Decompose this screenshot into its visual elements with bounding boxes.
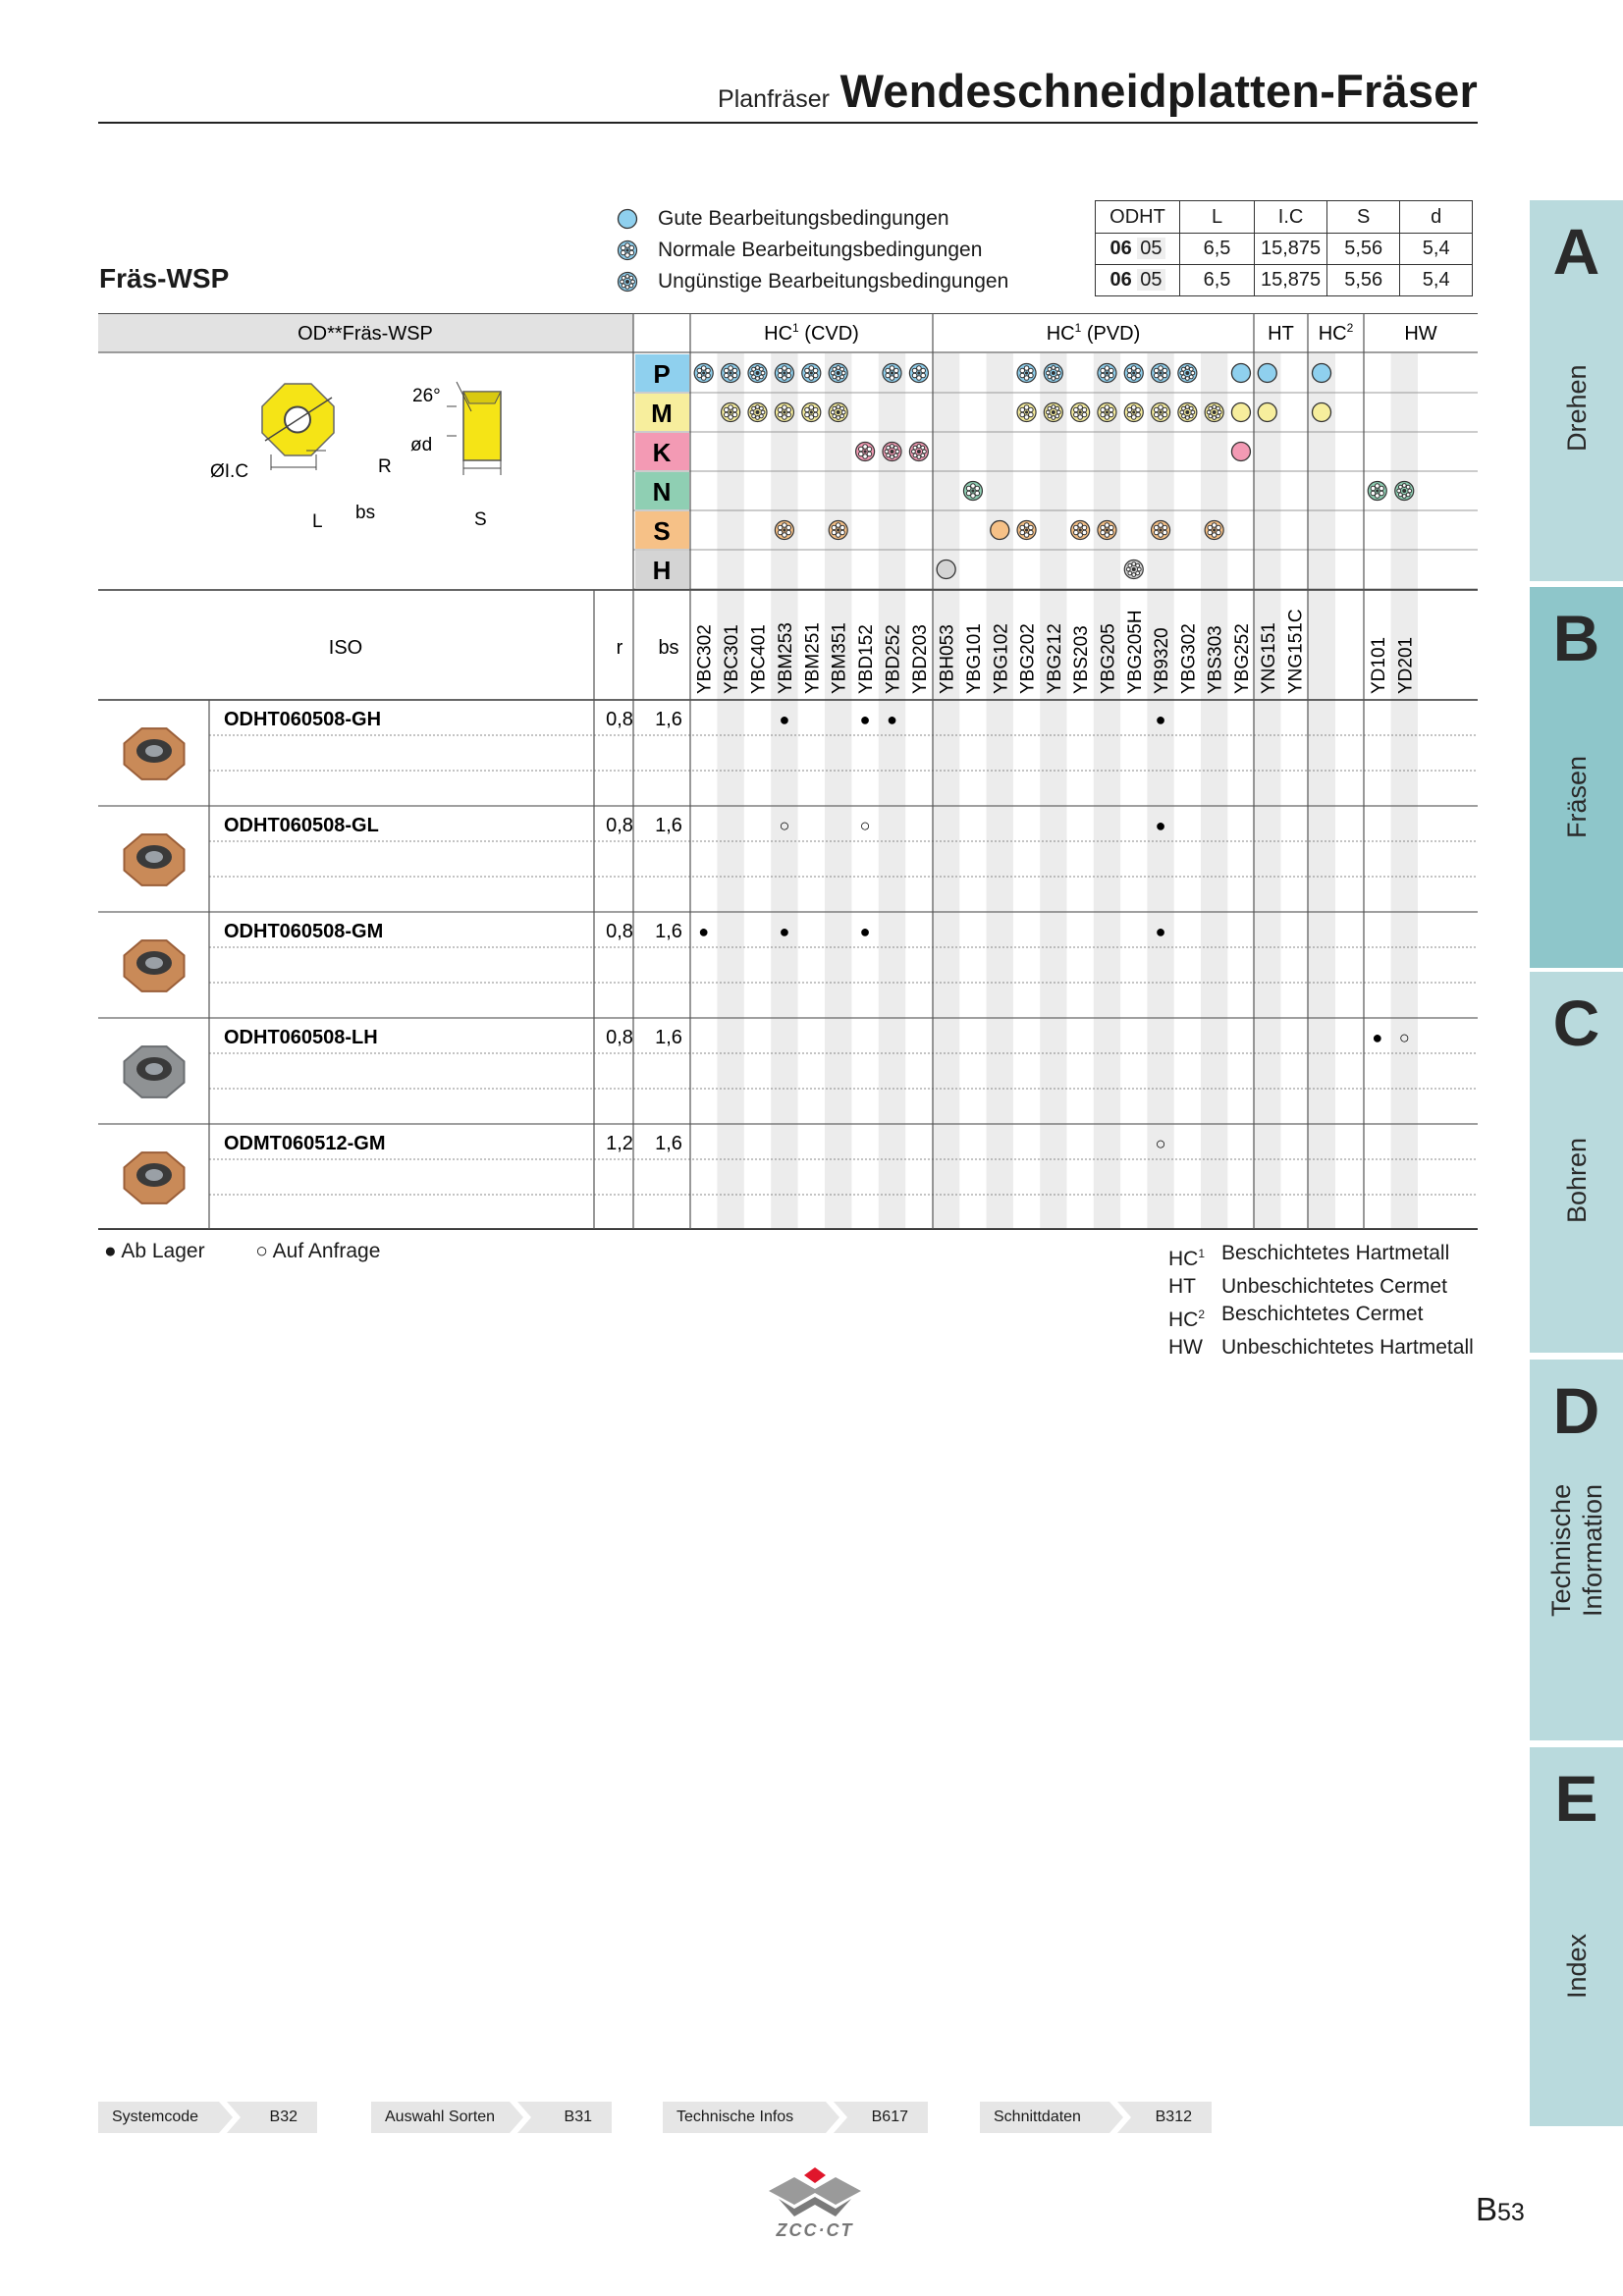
grade-label: YNG151C bbox=[1285, 609, 1307, 694]
dims-row bbox=[1096, 265, 1473, 296]
suitability-bad-icon bbox=[1395, 482, 1414, 501]
dims-cell: 5,4 bbox=[1400, 265, 1473, 296]
grade-selection-table bbox=[98, 313, 1478, 1230]
iso-code: ODHT060508-GL bbox=[224, 815, 379, 836]
grade-label: YD201 bbox=[1395, 636, 1417, 694]
suitability-bad-icon bbox=[883, 443, 901, 461]
crossref-page: B31 bbox=[564, 2109, 592, 2125]
availability-mark: ○ bbox=[1155, 1134, 1166, 1153]
tab-letter: A bbox=[1552, 215, 1600, 288]
brand-text: ZCC·CT bbox=[776, 2220, 854, 2240]
iso-code: ODMT060512-GM bbox=[224, 1133, 386, 1154]
bs-value: 1,6 bbox=[655, 709, 682, 730]
dims-row bbox=[1096, 234, 1473, 265]
crossref-page: B32 bbox=[269, 2109, 298, 2125]
group-header: $HC^2$ bbox=[1318, 321, 1354, 345]
grade-label: YB9320 bbox=[1152, 627, 1173, 694]
grade-label: YBC301 bbox=[722, 624, 743, 694]
insert-photo-center bbox=[145, 851, 163, 863]
suitability-normal-icon bbox=[856, 443, 875, 461]
suitability-bad-icon bbox=[1124, 561, 1143, 579]
material-label-m: M bbox=[651, 399, 673, 428]
iso-header: ISO bbox=[328, 637, 363, 659]
material-code: HW bbox=[1168, 1336, 1203, 1359]
grade-label: YBG102 bbox=[991, 623, 1012, 694]
grade-label: YBM251 bbox=[802, 622, 824, 694]
iso-code: ODHT060508-GH bbox=[224, 709, 382, 730]
bs-header: bs bbox=[658, 637, 679, 659]
availability-mark: ● bbox=[1155, 710, 1166, 729]
l-label: L bbox=[312, 511, 323, 532]
tab-letter: E bbox=[1554, 1762, 1598, 1835]
dims-size: 06 05 bbox=[1096, 265, 1180, 296]
dims-cell: 15,875 bbox=[1255, 234, 1327, 265]
grade-label: YBG212 bbox=[1044, 623, 1065, 694]
material-label-h: H bbox=[652, 556, 672, 585]
grade-label: YBD203 bbox=[909, 624, 931, 694]
dims-header: d bbox=[1400, 201, 1473, 234]
dims-header: ODHT bbox=[1096, 201, 1180, 234]
grade-label: YBC401 bbox=[748, 624, 770, 694]
crossref-page: B617 bbox=[871, 2109, 908, 2125]
flower-normal-icon bbox=[617, 240, 638, 261]
suitability-normal-icon bbox=[694, 364, 713, 383]
insert-side-edge bbox=[463, 392, 501, 403]
condition-legend bbox=[617, 203, 1008, 297]
suitability-normal-icon bbox=[1098, 403, 1116, 422]
dims-cell: 6,5 bbox=[1180, 265, 1255, 296]
crossref-schnittdaten[interactable] bbox=[980, 2102, 1212, 2133]
suitability-normal-icon bbox=[722, 403, 740, 422]
grade-label: YBG202 bbox=[1017, 623, 1039, 694]
page-num: 53 bbox=[1497, 2199, 1525, 2226]
crossref-technische-infos[interactable] bbox=[663, 2102, 928, 2133]
suitability-normal-icon bbox=[1017, 364, 1036, 383]
r-header: r bbox=[616, 637, 623, 659]
bs-value: 1,6 bbox=[655, 815, 682, 836]
suitability-normal-icon bbox=[775, 364, 793, 383]
grade-label: YBS303 bbox=[1205, 625, 1226, 694]
bs-label: bs bbox=[355, 503, 376, 523]
availability-mark: ● bbox=[1155, 816, 1166, 835]
angle-label: 26° bbox=[412, 386, 441, 406]
suitability-good-icon bbox=[1231, 364, 1250, 383]
legend-item-normal bbox=[617, 235, 1008, 266]
availability-mark: ● bbox=[859, 922, 871, 941]
suitability-normal-icon bbox=[963, 482, 982, 501]
header-subtitle: Planfräser bbox=[718, 85, 830, 113]
grade-label: YBG101 bbox=[963, 623, 985, 694]
availability-mark: ● bbox=[1372, 1028, 1383, 1047]
material-legend-item bbox=[1168, 1273, 1474, 1301]
stock-request-label: ○ Auf Anfrage bbox=[255, 1240, 381, 1262]
availability-mark: ○ bbox=[859, 816, 871, 835]
availability-mark: ● bbox=[887, 710, 897, 729]
suitability-good-icon bbox=[1231, 443, 1250, 461]
suitability-normal-icon bbox=[1152, 521, 1170, 540]
grade-label: YBD252 bbox=[883, 624, 904, 694]
r-label: R bbox=[378, 456, 392, 477]
tab-technische-information[interactable]: D Technische Information bbox=[1530, 1360, 1623, 1740]
suitability-good-icon bbox=[991, 521, 1009, 540]
suitability-normal-icon bbox=[1017, 403, 1036, 422]
suitability-bad-icon bbox=[829, 403, 847, 422]
page-header bbox=[98, 59, 1478, 124]
r-value: 0,8 bbox=[606, 1027, 633, 1048]
page-prefix: B bbox=[1476, 2191, 1498, 2227]
grade-label: YBG252 bbox=[1231, 623, 1253, 694]
grade-label: YBM351 bbox=[829, 622, 850, 694]
suitability-normal-icon bbox=[802, 403, 821, 422]
suitability-bad-icon bbox=[748, 403, 767, 422]
insert-dimension-diagram bbox=[210, 382, 501, 532]
suitability-good-icon bbox=[1258, 403, 1276, 422]
material-code: $HC^2$ bbox=[1168, 1308, 1206, 1331]
legend-item-bad bbox=[617, 266, 1008, 297]
grade-label: YD101 bbox=[1368, 636, 1389, 694]
suitability-normal-icon bbox=[909, 364, 928, 383]
group-header: HT bbox=[1268, 323, 1294, 345]
tab-letter: D bbox=[1552, 1374, 1600, 1447]
dims-size: 06 05 bbox=[1096, 234, 1180, 265]
bs-value: 1,6 bbox=[655, 1133, 682, 1154]
iso-code: ODHT060508-GM bbox=[224, 921, 384, 942]
tab-drehen[interactable]: A Drehen bbox=[1530, 200, 1623, 581]
suitability-normal-icon bbox=[883, 364, 901, 383]
legend-label: Normale Bearbeitungsbedingungen bbox=[658, 239, 983, 261]
availability-mark: ○ bbox=[779, 816, 790, 835]
material-legend-item bbox=[1168, 1334, 1474, 1362]
crossref-label: Technische Infos bbox=[676, 2109, 794, 2125]
crossref-auswahl-sorten[interactable] bbox=[371, 2102, 612, 2133]
suitability-normal-icon bbox=[829, 521, 847, 540]
s-label: S bbox=[474, 509, 487, 530]
grade-label: YBC302 bbox=[694, 624, 716, 694]
dims-cell: 5,56 bbox=[1327, 234, 1400, 265]
material-label-s: S bbox=[653, 516, 671, 546]
dims-cell: 15,875 bbox=[1255, 265, 1327, 296]
d-label: ød bbox=[410, 435, 433, 455]
material-label-p: P bbox=[653, 359, 671, 389]
chevron-right-icon bbox=[510, 2102, 531, 2133]
insert-photo-center bbox=[145, 1169, 163, 1181]
suitability-normal-icon bbox=[1098, 521, 1116, 540]
suitability-normal-icon bbox=[722, 364, 740, 383]
suitability-normal-icon bbox=[775, 403, 793, 422]
grade-label: YBD152 bbox=[856, 624, 878, 694]
suitability-normal-icon bbox=[802, 364, 821, 383]
material-code: $HC^1$ bbox=[1168, 1247, 1206, 1270]
dimensions-table bbox=[1095, 200, 1473, 296]
r-value: 0,8 bbox=[606, 815, 633, 836]
grade-label: YBH053 bbox=[937, 624, 958, 694]
availability-mark: ● bbox=[779, 710, 790, 729]
suitability-normal-icon bbox=[1071, 403, 1090, 422]
suitability-bad-icon bbox=[1044, 403, 1062, 422]
tab-fraesen[interactable]: B Fräsen bbox=[1530, 587, 1623, 968]
suitability-bad-icon bbox=[748, 364, 767, 383]
suitability-good-icon bbox=[1231, 403, 1250, 422]
ic-label: ØI.C bbox=[210, 461, 249, 482]
suitability-bad-icon bbox=[1178, 364, 1197, 383]
dims-header: L bbox=[1180, 201, 1255, 234]
page-number bbox=[1476, 2191, 1525, 2228]
legend-label: Ungünstige Bearbeitungsbedingungen bbox=[658, 270, 1009, 293]
insert-photo-center bbox=[145, 1063, 163, 1075]
bs-value: 1,6 bbox=[655, 1027, 682, 1048]
tab-letter: B bbox=[1552, 602, 1600, 674]
dims-cell: 5,4 bbox=[1400, 234, 1473, 265]
r-value: 0,8 bbox=[606, 921, 633, 942]
availability-mark: ○ bbox=[1398, 1028, 1410, 1047]
flower-bad-icon bbox=[617, 271, 638, 293]
legend-label: Gute Bearbeitungsbedingungen bbox=[658, 207, 949, 230]
dims-cell: 6,5 bbox=[1180, 234, 1255, 265]
suitability-bad-icon bbox=[909, 443, 928, 461]
chevron-right-icon bbox=[219, 2102, 241, 2133]
crossref-label: Auswahl Sorten bbox=[385, 2109, 496, 2125]
material-description: Beschichtetes Hartmetall bbox=[1221, 1242, 1450, 1264]
material-description: Beschichtetes Cermet bbox=[1221, 1303, 1424, 1325]
suitability-bad-icon bbox=[1205, 403, 1223, 422]
zcc-ct-logo bbox=[761, 2160, 869, 2240]
suitability-normal-icon bbox=[1071, 521, 1090, 540]
suitability-normal-icon bbox=[775, 521, 793, 540]
insert-photo-center bbox=[145, 957, 163, 969]
stock-in-label: ● Ab Lager bbox=[104, 1240, 205, 1262]
suitability-normal-icon bbox=[1098, 364, 1116, 383]
material-description: Unbeschichtetes Cermet bbox=[1221, 1275, 1447, 1298]
grade-label: YBM253 bbox=[775, 622, 796, 694]
r-value: 1,2 bbox=[606, 1133, 633, 1154]
availability-mark: ● bbox=[779, 922, 790, 941]
group-header: $HC^1$ (CVD) bbox=[764, 321, 859, 345]
tab-bohren[interactable]: C Bohren bbox=[1530, 972, 1623, 1353]
suitability-normal-icon bbox=[1205, 521, 1223, 540]
dims-header: I.C bbox=[1255, 201, 1327, 234]
suitability-normal-icon bbox=[1124, 364, 1143, 383]
material-legend-item bbox=[1168, 1240, 1474, 1273]
availability-mark: ● bbox=[859, 710, 871, 729]
dims-cell: 5,56 bbox=[1327, 265, 1400, 296]
group-header: $HC^1$ (PVD) bbox=[1046, 321, 1141, 345]
suitability-good-icon bbox=[937, 561, 955, 579]
section-title: Fräs-WSP bbox=[99, 263, 230, 294]
tab-index[interactable]: E Index bbox=[1530, 1747, 1623, 2126]
suitability-bad-icon bbox=[829, 364, 847, 383]
group-header: HW bbox=[1404, 323, 1437, 345]
suitability-normal-icon bbox=[1124, 403, 1143, 422]
insert-photo-center bbox=[145, 745, 163, 757]
suitability-normal-icon bbox=[1152, 364, 1170, 383]
crossref-systemcode[interactable] bbox=[98, 2102, 317, 2133]
suitability-good-icon bbox=[1258, 364, 1276, 383]
grade-label: YBG302 bbox=[1178, 623, 1200, 694]
suitability-normal-icon bbox=[1017, 521, 1036, 540]
chevron-right-icon bbox=[1109, 2102, 1131, 2133]
stock-legend bbox=[104, 1240, 380, 1263]
grade-label: YNG151 bbox=[1258, 622, 1279, 694]
suitability-normal-icon bbox=[1368, 482, 1386, 501]
r-value: 0,8 bbox=[606, 709, 633, 730]
material-code: HT bbox=[1168, 1275, 1196, 1298]
grade-label: YBS203 bbox=[1071, 625, 1093, 694]
material-label-n: N bbox=[652, 477, 672, 507]
tab-letter: C bbox=[1552, 987, 1600, 1059]
suitability-bad-icon bbox=[1178, 403, 1197, 422]
crossref-page: B312 bbox=[1155, 2109, 1192, 2125]
material-legend-item bbox=[1168, 1301, 1474, 1334]
material-legend bbox=[1168, 1240, 1474, 1362]
availability-mark: ● bbox=[1155, 922, 1166, 941]
grade-label: YBG205 bbox=[1098, 623, 1119, 694]
grade-label: YBG205H bbox=[1124, 610, 1146, 694]
circle-good-icon bbox=[617, 208, 638, 230]
suitability-bad-icon bbox=[1044, 364, 1062, 383]
crossref-label: Schnittdaten bbox=[994, 2109, 1081, 2125]
header-title: Wendeschneidplatten-Fräser bbox=[839, 65, 1478, 117]
legend-item-good bbox=[617, 203, 1008, 235]
material-label-k: K bbox=[652, 438, 672, 467]
bs-value: 1,6 bbox=[655, 921, 682, 942]
material-description: Unbeschichtetes Hartmetall bbox=[1221, 1336, 1474, 1359]
dims-header: S bbox=[1327, 201, 1400, 234]
crossref-label: Systemcode bbox=[112, 2109, 199, 2125]
suitability-good-icon bbox=[1313, 364, 1331, 383]
suitability-good-icon bbox=[1313, 403, 1331, 422]
availability-mark: ● bbox=[698, 922, 710, 941]
iso-code: ODHT060508-LH bbox=[224, 1027, 378, 1048]
product-header: OD**Fräs-WSP bbox=[298, 323, 433, 345]
suitability-normal-icon bbox=[1152, 403, 1170, 422]
chevron-right-icon bbox=[826, 2102, 847, 2133]
